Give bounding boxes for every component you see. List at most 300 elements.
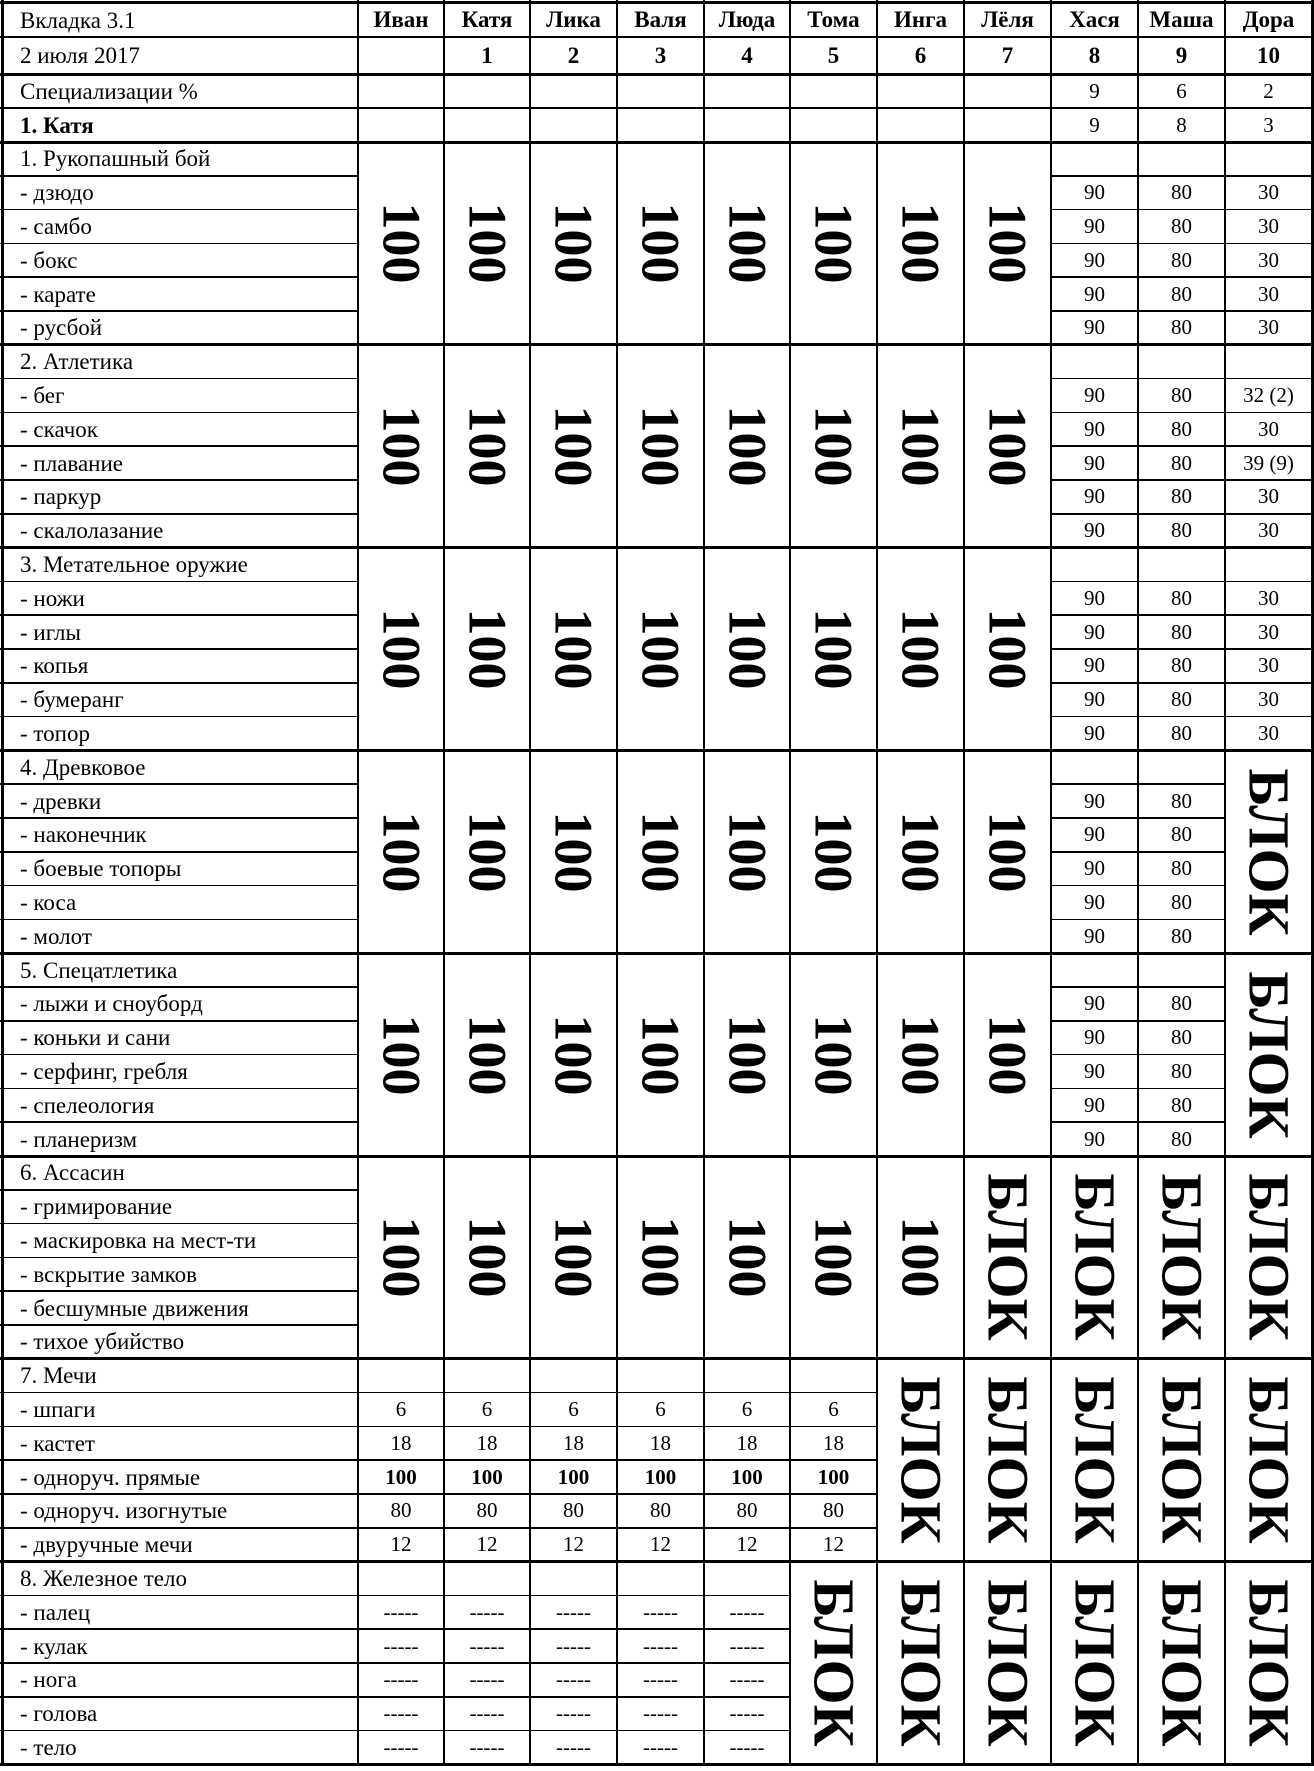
- value-100-merged-text: 100: [977, 405, 1038, 487]
- value-100-merged-text: 100: [371, 202, 431, 284]
- value-cell: 90: [1084, 585, 1105, 610]
- value-100-merged-text: 100: [543, 811, 604, 893]
- skill-label: - тело: [20, 1734, 77, 1760]
- dash-cell: -----: [469, 1599, 505, 1624]
- grid-line: [0, 412, 358, 414]
- value-100-merged: [444, 548, 530, 751]
- grid-line: [0, 851, 358, 853]
- skill-label: - маскировка на мест-ти: [20, 1227, 257, 1253]
- value-cell: 12: [823, 1532, 844, 1557]
- value-100-merged-text: 100: [630, 1216, 691, 1298]
- grid-line: [0, 1595, 358, 1597]
- value-cell: 6: [395, 1396, 407, 1421]
- dash-cell: -----: [643, 1701, 678, 1726]
- skill-label: - паркур: [20, 484, 102, 510]
- row-label: Специализации %: [20, 78, 198, 104]
- value-cell: 9: [1089, 78, 1100, 103]
- dash-cell: -----: [643, 1599, 678, 1624]
- skill-label: - скалолазание: [20, 518, 164, 544]
- value-cell: 6: [828, 1396, 839, 1421]
- value-100-merged-text: 100: [543, 1216, 604, 1298]
- value-cell: 100: [471, 1464, 503, 1489]
- grid-line: [0, 1257, 358, 1259]
- blocked-cell: [877, 1359, 964, 1562]
- value-100-merged: [530, 345, 617, 548]
- grid-line: [0, 1121, 358, 1123]
- grid-line: [0, 1493, 358, 1495]
- blocked-cell-text: БЛОК: [975, 1579, 1041, 1747]
- value-cell: 90: [1084, 653, 1105, 678]
- value-100-merged-text: 100: [803, 811, 864, 893]
- dash-cell: -----: [469, 1701, 505, 1726]
- value-100-merged: [617, 1156, 704, 1359]
- value-cell: 12: [736, 1532, 758, 1557]
- skill-label: - гримирование: [20, 1194, 173, 1220]
- column-number: 7: [1001, 42, 1014, 68]
- value-100-merged-text: 100: [803, 405, 864, 487]
- skill-label: - топор: [20, 720, 90, 746]
- value-cell: 80: [650, 1498, 671, 1523]
- blocked-cell-text: БЛОК: [975, 1173, 1041, 1342]
- grid-line: [1051, 581, 1312, 583]
- grid-line: [1050, 0, 1052, 1764]
- value-100-merged: [358, 953, 444, 1156]
- value-cell: 80: [1171, 687, 1192, 712]
- section-title: 2. Атлетика: [20, 349, 134, 375]
- column-number: 2: [567, 42, 580, 68]
- blocked-cell-text: БЛОК: [1149, 1579, 1215, 1747]
- grid-line: [0, 107, 1314, 109]
- grid-line: [1, 0, 4, 1764]
- grid-line: [1051, 378, 1312, 380]
- value-100-merged-text: 100: [977, 202, 1038, 284]
- dash-cell: -----: [383, 1633, 419, 1658]
- skill-label: - бег: [20, 382, 65, 408]
- value-100-merged: [790, 142, 877, 345]
- value-100-merged: [790, 750, 877, 953]
- value-100-merged-text: 100: [890, 405, 951, 487]
- skill-label: - кулак: [20, 1633, 88, 1659]
- value-cell: 30: [1258, 416, 1279, 441]
- value-cell: 30: [1258, 518, 1279, 543]
- value-cell: 30: [1258, 687, 1279, 712]
- value-cell: 90: [1084, 788, 1105, 813]
- value-cell: [358, 108, 444, 142]
- dash-cell: -----: [556, 1599, 591, 1624]
- value-cell: 90: [1084, 1092, 1105, 1117]
- dash-cell: -----: [729, 1633, 765, 1658]
- grid-line: [0, 1, 1314, 4]
- column-name: Валя: [634, 7, 687, 32]
- grid-line: [0, 243, 358, 245]
- skill-label: - шпаги: [20, 1396, 96, 1422]
- grid-line: [0, 919, 358, 921]
- value-100-merged: [704, 750, 790, 953]
- section-title: 5. Спецатлетика: [20, 957, 178, 983]
- value-cell: 18: [823, 1430, 844, 1455]
- value-cell: 80: [1171, 1092, 1192, 1117]
- value-100-merged-text: 100: [890, 811, 951, 893]
- skill-label: - кастет: [20, 1430, 95, 1456]
- value-100-merged: [358, 345, 444, 548]
- value-cell: 80: [1171, 484, 1192, 509]
- column-name: Иван: [373, 7, 429, 32]
- value-100-merged-text: 100: [371, 405, 431, 487]
- skill-label: - самбо: [20, 213, 92, 239]
- section-title: 7. Мечи: [20, 1363, 97, 1389]
- skill-label: - бумеранг: [20, 687, 124, 713]
- value-cell: [530, 108, 617, 142]
- grid-line: [963, 0, 965, 1764]
- grid-line: [358, 1696, 790, 1698]
- grid-line: [0, 175, 358, 177]
- grid-line: [0, 1223, 358, 1225]
- blocked-cell: [1225, 953, 1312, 1156]
- blocked-cell-text: БЛОК: [1062, 1173, 1128, 1342]
- blocked-cell: [1051, 1359, 1138, 1562]
- value-cell: 80: [736, 1498, 758, 1523]
- value-cell: [704, 74, 790, 108]
- value-100-merged-text: 100: [630, 1014, 691, 1096]
- skill-label: - тихое убийство: [20, 1329, 185, 1355]
- value-100-merged-text: 100: [457, 608, 517, 690]
- blocked-cell-text: БЛОК: [1149, 1173, 1215, 1342]
- value-100-merged: [877, 953, 964, 1156]
- value-cell: 90: [1084, 315, 1105, 340]
- value-cell: 6: [568, 1396, 579, 1421]
- grid-line: [0, 1527, 358, 1529]
- value-100-merged-text: 100: [543, 405, 604, 487]
- value-cell: 30: [1258, 315, 1279, 340]
- column-name: Лёля: [981, 7, 1034, 32]
- value-cell: [358, 74, 444, 108]
- value-cell: 90: [1084, 720, 1105, 745]
- blocked-cell: [964, 1359, 1051, 1562]
- value-cell: 80: [1171, 315, 1192, 340]
- column-name: Катя: [461, 7, 513, 32]
- dash-cell: -----: [729, 1701, 765, 1726]
- value-100-merged: [964, 142, 1051, 345]
- value-cell: 9: [1089, 112, 1100, 137]
- value-cell: 90: [1084, 180, 1105, 205]
- value-cell: 30: [1258, 213, 1279, 238]
- value-cell: 30: [1258, 180, 1279, 205]
- value-100-merged-text: 100: [457, 405, 517, 487]
- value-cell: 18: [390, 1430, 412, 1455]
- value-cell: 90: [1084, 1126, 1105, 1151]
- grid-line: [0, 986, 358, 988]
- column-name: Люда: [718, 7, 776, 32]
- value-100-merged: [530, 548, 617, 751]
- grid-line: [1137, 0, 1139, 1764]
- value-100-merged-text: 100: [717, 202, 777, 284]
- value-100-merged-text: 100: [803, 1014, 864, 1096]
- grid-line: [0, 141, 1314, 144]
- value-100-merged: [444, 750, 530, 953]
- dash-cell: -----: [556, 1734, 591, 1759]
- grid-line: [0, 885, 358, 887]
- value-100-merged: [704, 345, 790, 548]
- grid-line: [357, 0, 359, 1764]
- value-100-merged: [877, 750, 964, 953]
- grid-line: [1051, 479, 1312, 481]
- value-100-merged-text: 100: [977, 608, 1038, 690]
- value-100-merged-text: 100: [890, 1216, 951, 1298]
- value-cell: 12: [563, 1532, 584, 1557]
- grid-line: [358, 1662, 790, 1664]
- column-name: Дора: [1242, 7, 1295, 32]
- value-cell: 80: [1171, 653, 1192, 678]
- value-100-merged: [790, 953, 877, 1156]
- value-cell: 80: [476, 1498, 498, 1523]
- value-cell: 6: [741, 1396, 753, 1421]
- grid-line: [0, 1054, 358, 1056]
- column-number: [358, 37, 444, 74]
- grid-line: [1051, 513, 1312, 515]
- grid-line: [0, 513, 358, 515]
- blocked-cell-text: БЛОК: [888, 1579, 954, 1747]
- value-100-merged: [358, 548, 444, 751]
- dash-cell: -----: [556, 1701, 591, 1726]
- value-cell: 12: [390, 1532, 412, 1557]
- value-100-merged-text: 100: [977, 811, 1038, 893]
- grid-line: [1051, 614, 1312, 616]
- grid-line: [0, 648, 358, 650]
- value-cell: 80: [1171, 585, 1192, 610]
- value-100-merged-text: 100: [630, 405, 691, 487]
- value-100-merged: [964, 345, 1051, 548]
- grid-line: [0, 1628, 358, 1630]
- value-100-merged-text: 100: [803, 1216, 864, 1298]
- skill-label: - одноруч. прямые: [20, 1464, 201, 1490]
- skill-label: - дзюдо: [20, 180, 94, 206]
- value-100-merged-text: 100: [630, 608, 691, 690]
- value-cell: 32 (2): [1243, 382, 1294, 407]
- value-cell: [617, 74, 704, 108]
- value-cell: 80: [1171, 720, 1192, 745]
- value-100-merged: [877, 345, 964, 548]
- value-100-merged: [790, 1156, 877, 1359]
- blocked-cell: [964, 1562, 1051, 1765]
- value-cell: 90: [1084, 1025, 1105, 1050]
- value-100-merged: [530, 750, 617, 953]
- grid-line: [1051, 175, 1312, 177]
- value-cell: [790, 108, 877, 142]
- value-100-merged-text: 100: [803, 608, 864, 690]
- value-100-merged-text: 100: [457, 1216, 517, 1298]
- skill-label: - коньки и сани: [20, 1025, 171, 1051]
- grid-line: [0, 310, 358, 312]
- value-cell: 90: [1084, 923, 1105, 948]
- value-100-merged: [964, 953, 1051, 1156]
- blocked-cell-text: БЛОК: [1149, 1376, 1215, 1544]
- grid-line: [703, 0, 705, 1764]
- value-100-merged: [358, 142, 444, 345]
- column-number: 8: [1088, 42, 1101, 68]
- grid-line: [1051, 209, 1312, 211]
- value-cell: 6: [481, 1396, 493, 1421]
- grid-line: [443, 0, 445, 1764]
- grid-line: [1224, 0, 1226, 1764]
- column-number: 10: [1257, 42, 1280, 68]
- skill-label: - палец: [20, 1599, 91, 1625]
- value-100-merged: [530, 1156, 617, 1359]
- skill-label: - копья: [20, 653, 89, 679]
- skill-label: - боевые топоры: [20, 856, 182, 882]
- value-cell: 90: [1084, 247, 1105, 272]
- dash-cell: -----: [729, 1667, 765, 1692]
- column-number: 4: [741, 42, 753, 68]
- skill-label: - бесшумные движения: [20, 1295, 249, 1321]
- skill-label: - серфинг, гребля: [20, 1058, 188, 1084]
- value-100-merged: [617, 750, 704, 953]
- dash-cell: -----: [643, 1667, 678, 1692]
- value-cell: 90: [1084, 382, 1105, 407]
- value-100-merged: [877, 548, 964, 751]
- value-100-merged-text: 100: [543, 608, 604, 690]
- value-cell: 80: [1171, 382, 1192, 407]
- grid-line: [0, 36, 1314, 38]
- value-cell: 80: [1171, 1126, 1192, 1151]
- value-cell: [964, 108, 1051, 142]
- dash-cell: -----: [469, 1633, 505, 1658]
- grid-line: [789, 0, 791, 1764]
- skill-label: - планеризм: [20, 1126, 138, 1152]
- section-title: 8. Железное тело: [20, 1565, 187, 1591]
- grid-line: [1051, 412, 1312, 414]
- value-100-merged: [704, 1156, 790, 1359]
- value-cell: 100: [817, 1464, 850, 1489]
- blocked-cell-text: БЛОК: [1236, 1173, 1302, 1342]
- value-100-merged-text: 100: [890, 202, 951, 284]
- value-cell: 90: [1084, 822, 1105, 847]
- value-100-merged: [358, 750, 444, 953]
- value-cell: 80: [563, 1498, 584, 1523]
- value-cell: 90: [1084, 518, 1105, 543]
- value-cell: 80: [1171, 889, 1192, 914]
- skill-label: - спелеология: [20, 1092, 155, 1118]
- blocked-cell-text: БЛОК: [1236, 970, 1302, 1139]
- skill-label: - карате: [20, 281, 96, 307]
- value-100-merged: [877, 142, 964, 345]
- dash-cell: -----: [469, 1667, 505, 1692]
- blocked-cell: [1138, 1156, 1225, 1359]
- value-100-merged-text: 100: [630, 202, 691, 284]
- blocked-cell: [1138, 1562, 1225, 1765]
- value-100-merged: [964, 548, 1051, 751]
- value-cell: 30: [1258, 619, 1279, 644]
- value-cell: 80: [1171, 991, 1192, 1016]
- value-cell: 100: [557, 1464, 590, 1489]
- value-cell: [530, 74, 617, 108]
- value-100-merged: [790, 345, 877, 548]
- value-100-merged: [704, 142, 790, 345]
- value-cell: 80: [823, 1498, 844, 1523]
- grid-line: [0, 1392, 358, 1394]
- grid-line: [0, 682, 358, 684]
- grid-line: [0, 1324, 358, 1326]
- value-100-merged: [444, 1156, 530, 1359]
- skill-label: - коса: [20, 889, 77, 915]
- blocked-cell: [1138, 1359, 1225, 1562]
- value-cell: 80: [1171, 923, 1192, 948]
- column-name: Хася: [1069, 7, 1120, 32]
- value-cell: [704, 108, 790, 142]
- grid-line: [0, 1459, 358, 1461]
- grid-line: [0, 1189, 358, 1191]
- skill-label: - лыжи и сноуборд: [20, 991, 203, 1017]
- value-100-merged-text: 100: [371, 1014, 431, 1096]
- value-cell: 6: [1176, 78, 1187, 103]
- skill-label: - иглы: [20, 619, 81, 645]
- column-number: 5: [827, 42, 840, 68]
- value-cell: 90: [1084, 856, 1105, 881]
- grid-line: [0, 1662, 358, 1664]
- grid-line: [1051, 648, 1312, 650]
- dash-cell: -----: [383, 1599, 419, 1624]
- value-cell: 100: [644, 1464, 677, 1489]
- value-cell: 90: [1084, 281, 1105, 306]
- grid-line: [616, 0, 618, 1764]
- skill-label: - вскрытие замков: [20, 1261, 198, 1287]
- blocked-cell: [1051, 1562, 1138, 1765]
- value-cell: 12: [476, 1532, 498, 1557]
- grid-line: [0, 783, 358, 785]
- column-name: Маша: [1149, 7, 1214, 32]
- skill-label: - нога: [20, 1667, 77, 1693]
- value-cell: 80: [1171, 213, 1192, 238]
- value-cell: 90: [1084, 619, 1105, 644]
- value-100-merged: [444, 345, 530, 548]
- value-100-merged-text: 100: [717, 1216, 777, 1298]
- value-cell: 39 (9): [1243, 450, 1294, 475]
- grid-line: [1051, 310, 1312, 312]
- value-cell: 90: [1084, 889, 1105, 914]
- dash-cell: -----: [383, 1667, 419, 1692]
- value-100-merged-text: 100: [890, 1014, 951, 1096]
- grid-line: [1051, 445, 1312, 447]
- value-cell: 90: [1084, 1058, 1105, 1083]
- blocked-cell: [1225, 1359, 1312, 1562]
- column-name: Лика: [546, 7, 601, 32]
- dash-cell: -----: [383, 1734, 419, 1759]
- grid-line: [1051, 682, 1312, 684]
- grid-line: [0, 1696, 358, 1698]
- value-100-merged: [617, 953, 704, 1156]
- value-100-merged-text: 100: [717, 405, 777, 487]
- tab-title: Вкладка 3.1: [20, 7, 136, 33]
- grid-line: [0, 1763, 1314, 1766]
- value-cell: 30: [1258, 720, 1279, 745]
- value-cell: [964, 74, 1051, 108]
- blocked-cell: [1225, 1156, 1312, 1359]
- skill-label: - скачок: [20, 416, 98, 442]
- grid-line: [0, 479, 358, 481]
- column-number: 9: [1175, 42, 1188, 68]
- grid-line: [0, 1020, 358, 1022]
- value-cell: [444, 74, 530, 108]
- grid-line: [0, 1290, 358, 1292]
- value-cell: 18: [650, 1430, 671, 1455]
- value-cell: [617, 108, 704, 142]
- value-100-merged: [704, 548, 790, 751]
- grid-line: [876, 0, 878, 1764]
- grid-line: [0, 1426, 358, 1428]
- value-cell: 80: [1171, 619, 1192, 644]
- grid-line: [0, 378, 358, 380]
- dash-cell: -----: [469, 1734, 505, 1759]
- value-cell: 80: [1171, 1058, 1192, 1083]
